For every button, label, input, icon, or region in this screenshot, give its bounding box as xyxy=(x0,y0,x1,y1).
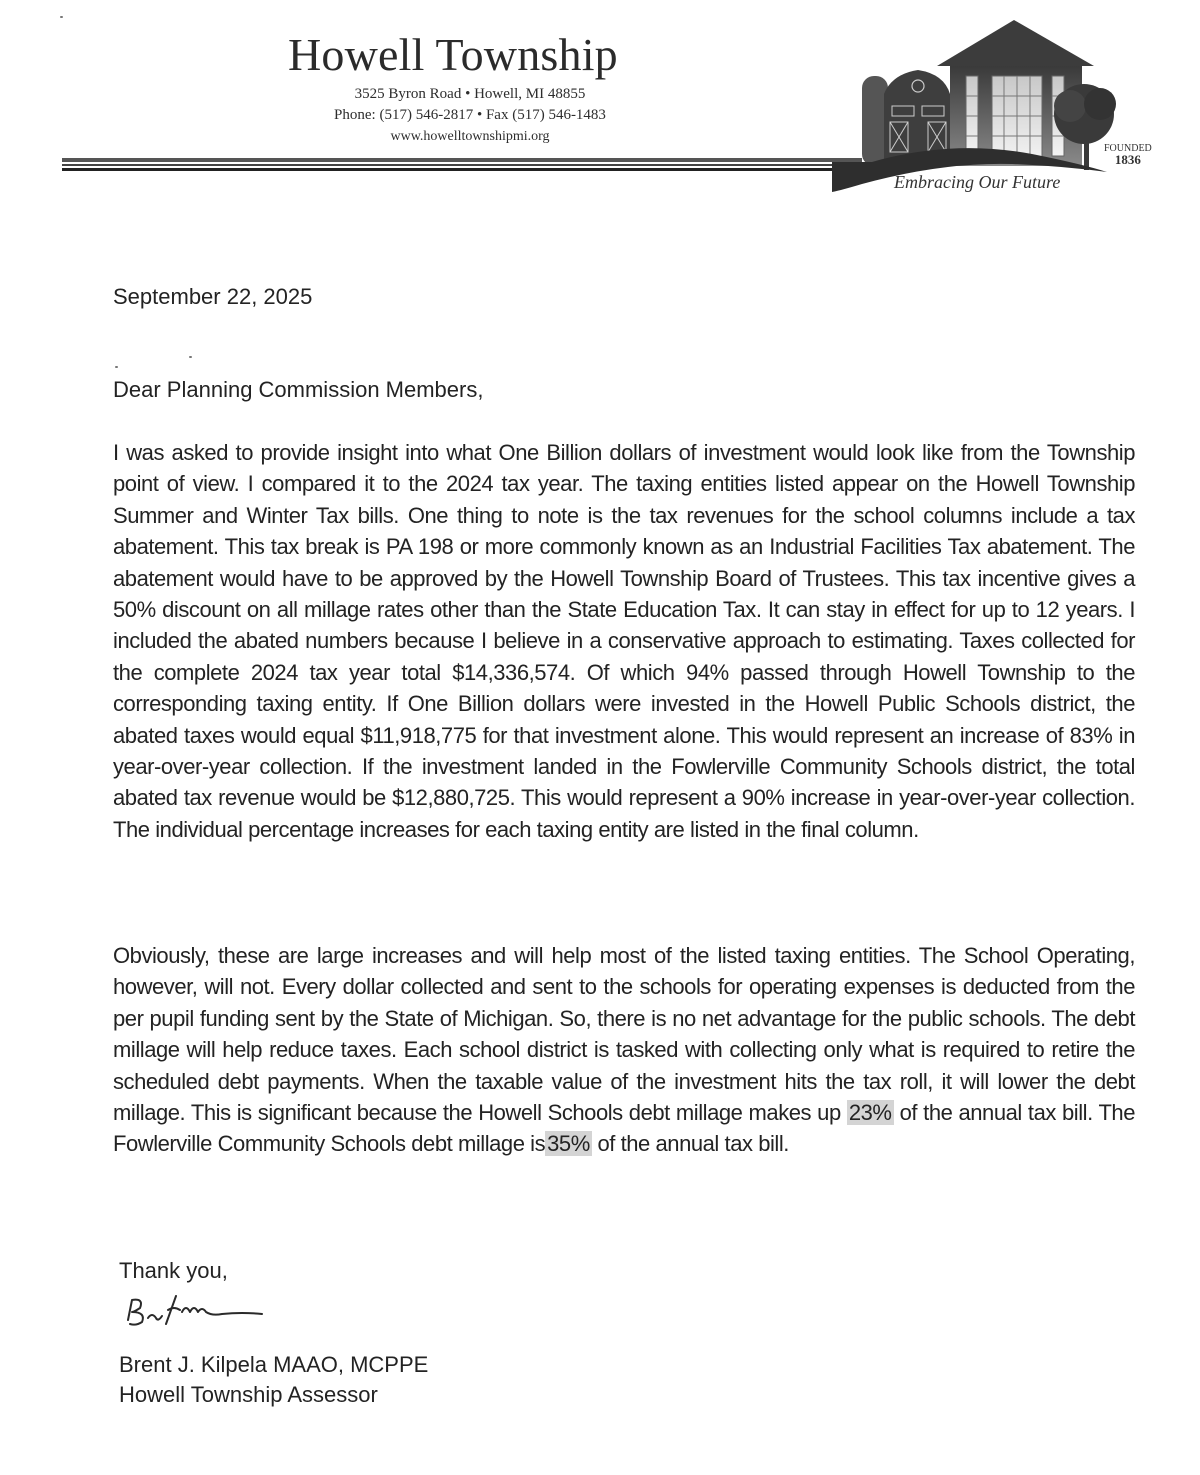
phone-fax-line: Phone: (517) 546-2817 • Fax (517) 546-1483 xyxy=(334,107,606,123)
tagline: Embracing Our Future xyxy=(894,172,1061,192)
highlighted-percentage: 35% xyxy=(547,1131,590,1157)
letter-date: September 22, 2025 xyxy=(113,284,313,309)
signer-name: Brent J. Kilpela MAAO, MCPPE xyxy=(119,1352,429,1377)
paragraph-text: of the annual tax bill. xyxy=(597,1131,789,1157)
founded-label: FOUNDED xyxy=(1104,143,1152,154)
signature-icon xyxy=(122,1290,272,1334)
website-line: www.howelltownshipmi.org xyxy=(390,129,550,144)
signer-title: Howell Township Assessor xyxy=(119,1382,378,1407)
organization-name: Howell Township xyxy=(288,29,618,80)
header-rule xyxy=(62,164,862,166)
founded-year: 1836 xyxy=(1114,152,1141,167)
salutation: Dear Planning Commission Members, xyxy=(113,377,484,402)
scan-speck xyxy=(189,356,192,358)
scan-speck xyxy=(115,366,118,368)
header-rule xyxy=(62,158,862,162)
closing: Thank you, xyxy=(119,1258,228,1283)
scan-speck xyxy=(60,16,63,18)
paragraph-text: of the annual tax bill. The Fowlerville Community Schools debt millage is xyxy=(113,1100,1136,1157)
paragraph-text: Obviously, these are large increases and will help most of the listed taxing entities. The School Operating, however, will not. Every dollar collected and sent to the schools for operating expenses is deducted from the per pupil funding sent by the State of Michigan. So, there is no net advantage for the public schools. The debt millage will help reduce taxes. Each school district is tasked with collecting only what is required to retire the scheduled debt payments. When the taxable value of the investment hits the tax roll, it will lower the debt millage. This is significant because the Howell Schools debt millage makes up xyxy=(113,943,1135,1126)
body-paragraph-1: I was asked to provide insight into what One Billion dollars of investment would look like from the Township point of view. I compared it to the 2024 tax year. The taxing entities listed appear on the Howell Township Summer and Winter Tax bills. One thing to note is the tax revenues for the school columns include a tax abatement. This tax break is PA 198 or more commonly known as an Industrial Facilities Tax abatement. The abatement would have to be approved by the Howell Township Board of Trustees. This tax incentive gives a 50% discount on all millage rates other than the State Education Tax. It can stay in effect for up to 12 years. I included the abated numbers because I believe in a conservative approach to estimating. Taxes collected for the complete 2024 tax year total $14,336,574. Of which 94% passed through Howell Township to the corresponding taxing entity. If One Billion dollars were invested in the Howell Public Schools district, the abated taxes would equal $11,918,775 for that investment alone. This would represent an increase of 83% in year-over-year collection. If the investment landed in the Fowlerville Community Schools district, the total abated tax revenue would be $12,880,725. This would represent a 90% increase in year-over-year collection. The individual percentage increases for each taxing entity are listed in the final column. xyxy=(113,440,1135,842)
address-line: 3525 Byron Road • Howell, MI 48855 xyxy=(354,86,586,102)
highlighted-percentage: 23% xyxy=(848,1100,892,1126)
letterhead xyxy=(0,0,1200,220)
header-rule xyxy=(62,168,862,171)
founded-badge xyxy=(1104,143,1152,165)
body-paragraph-2 xyxy=(113,940,1135,1160)
